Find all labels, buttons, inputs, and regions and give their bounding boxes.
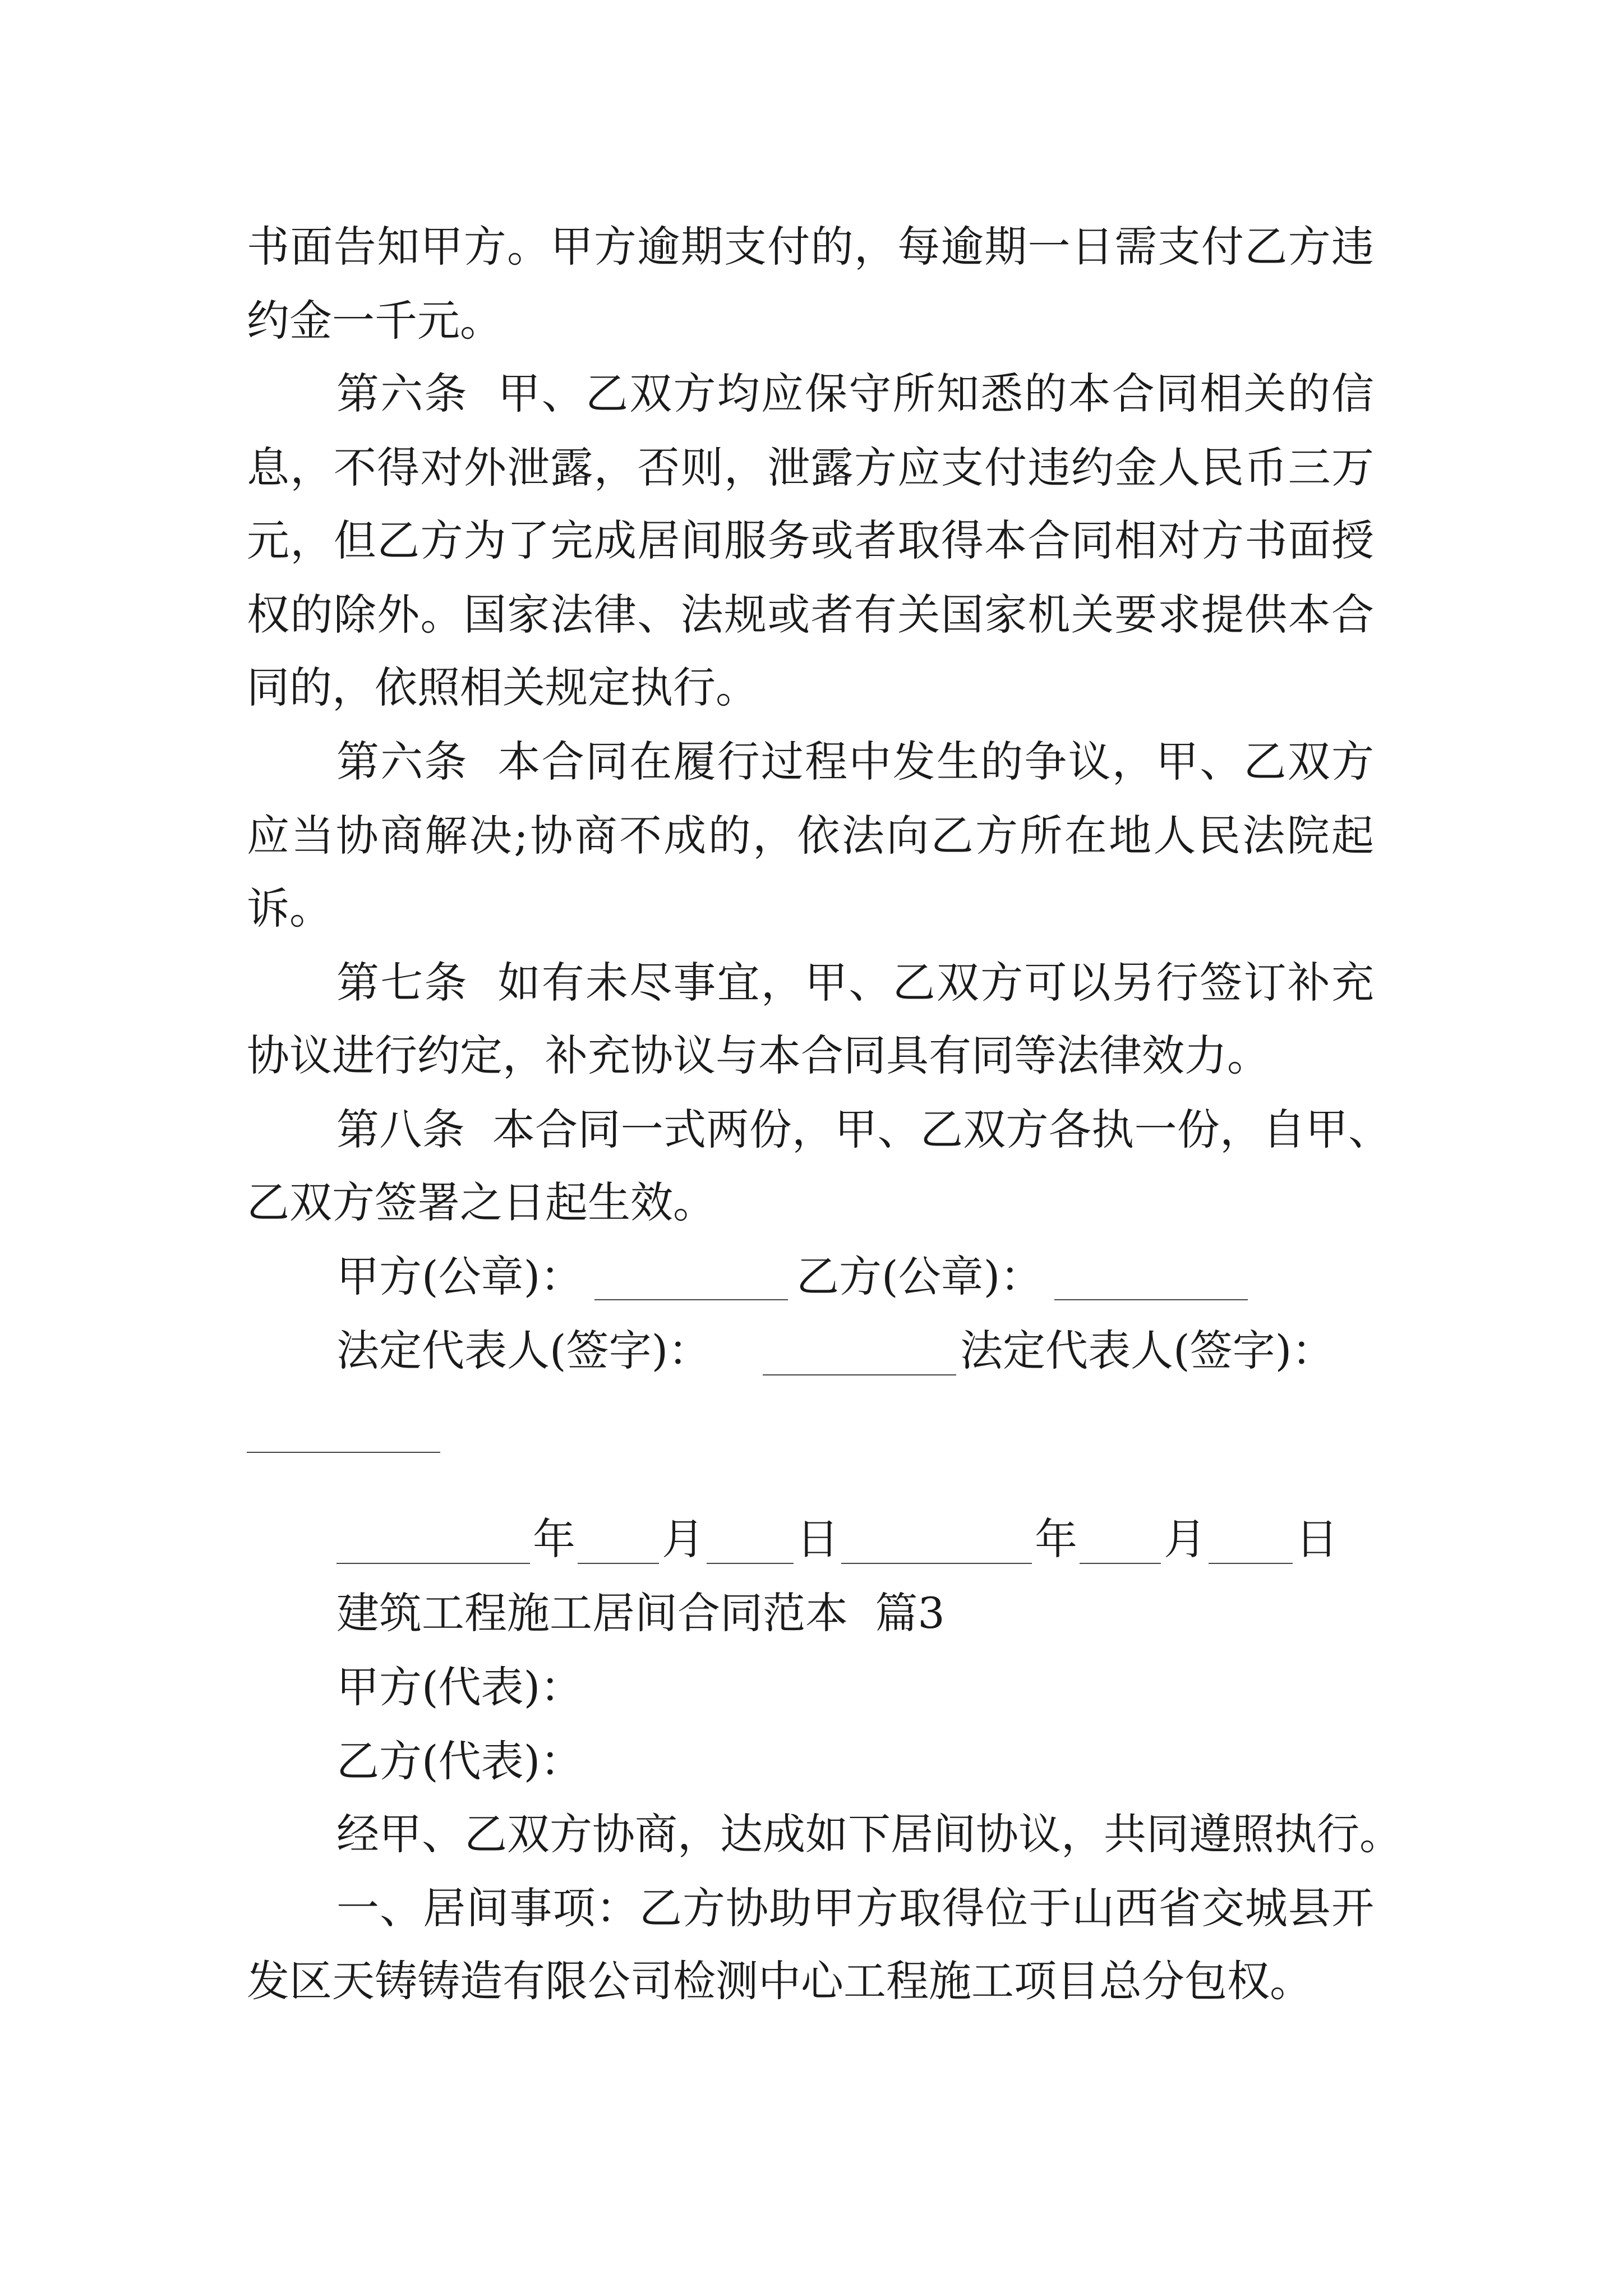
clause-text: 第七条 如有未尽事宜，甲、乙双方可以另行签订补充 [336, 958, 1374, 1007]
legal-rep-a-label: 法定代表人(签字)： [336, 1326, 711, 1375]
clause-text: 第八条 本合同一式两份，甲、乙双方各执一份，自甲、 [336, 1105, 1391, 1154]
agreement-intro: 经甲、乙双方协商，达成如下居间协议，共同遵照执行。 [336, 1809, 1402, 1859]
month-label-b: 月 [1164, 1514, 1206, 1564]
body-line [0, 1028, 1623, 1084]
date-year-blank-b [841, 1563, 1032, 1564]
date-year-blank-a [336, 1563, 530, 1564]
date-month-blank-a [578, 1563, 659, 1564]
day-label-a: 日 [796, 1514, 839, 1564]
body-text: 乙双方签署之日起生效。 [247, 1177, 716, 1227]
party-a-seal-blank [594, 1299, 788, 1300]
party-b-seal-label: 乙方(公章)： [796, 1251, 1043, 1301]
body-line [0, 293, 1623, 349]
year-label-b: 年 [1035, 1514, 1077, 1564]
body-text: 诉。 [247, 884, 332, 933]
party-b-representative: 乙方(代表)： [336, 1736, 583, 1786]
item-1-text-cont: 发区天铸铸造有限公司检测中心工程施工项目总分包权。 [247, 1956, 1312, 2006]
day-label-b: 日 [1295, 1514, 1338, 1564]
body-line [0, 513, 1623, 569]
clause-text: 第六条 甲、乙双方均应保守所知悉的本合同相关的信 [336, 369, 1374, 418]
party-a-representative: 甲方(代表)： [336, 1662, 583, 1712]
body-line [0, 219, 1623, 275]
body-text: 应当协商解决;协商不成的，依法向乙方所在地人民法院起 [247, 811, 1374, 861]
item-1-text: 一、居间事项：乙方协助甲方取得位于山西省交城县开 [336, 1883, 1374, 1933]
body-line [0, 587, 1623, 643]
body-line [0, 955, 1623, 1011]
body-text: 协议进行约定，补充协议与本合同具有同等法律效力。 [247, 1030, 1270, 1080]
date-day-blank-b [1209, 1563, 1293, 1564]
date-day-blank-a [707, 1563, 794, 1564]
signature-rep-line [0, 1323, 1623, 1379]
party-line [0, 1733, 1623, 1789]
date-month-blank-b [1080, 1563, 1161, 1564]
body-line [0, 808, 1623, 864]
party-b-seal-blank [1054, 1299, 1248, 1300]
body-line [0, 1806, 1623, 1862]
party-line [0, 1659, 1623, 1715]
signature-seal-line [0, 1249, 1623, 1305]
body-text: 息，不得对外泄露，否则，泄露方应支付违约金人民币三万 [247, 443, 1374, 493]
body-line [0, 881, 1623, 937]
section-heading-line [0, 1585, 1623, 1641]
section-heading: 建筑工程施工居间合同范本 篇3 [336, 1588, 945, 1638]
body-line [0, 660, 1623, 716]
legal-rep-b-label: 法定代表人(签字)： [960, 1326, 1335, 1375]
clause-text: 第六条 本合同在履行过程中发生的争议，甲、乙双方 [336, 737, 1374, 786]
body-text: 元，但乙方为了完成居间服务或者取得本合同相对方书面授 [247, 516, 1374, 565]
legal-rep-b-blank [247, 1452, 440, 1453]
body-line [0, 1175, 1623, 1231]
body-line [0, 1880, 1623, 1936]
body-line [0, 734, 1623, 790]
date-line [0, 1511, 1623, 1567]
body-line [0, 1102, 1623, 1158]
body-text: 书面告知甲方。甲方逾期支付的，每逾期一日需支付乙方违 [247, 222, 1374, 272]
body-text: 约金一千元。 [247, 296, 502, 346]
legal-rep-a-blank [763, 1374, 956, 1375]
body-line [0, 366, 1623, 422]
body-line [0, 440, 1623, 496]
body-line [0, 1953, 1623, 2009]
year-label-a: 年 [533, 1514, 575, 1564]
month-label-a: 月 [662, 1514, 704, 1564]
party-a-seal-label: 甲方(公章)： [336, 1251, 583, 1301]
body-text: 同的，依照相关规定执行。 [247, 662, 758, 712]
body-text: 权的除外。国家法律、法规或者有关国家机关要求提供本合 [247, 590, 1374, 639]
